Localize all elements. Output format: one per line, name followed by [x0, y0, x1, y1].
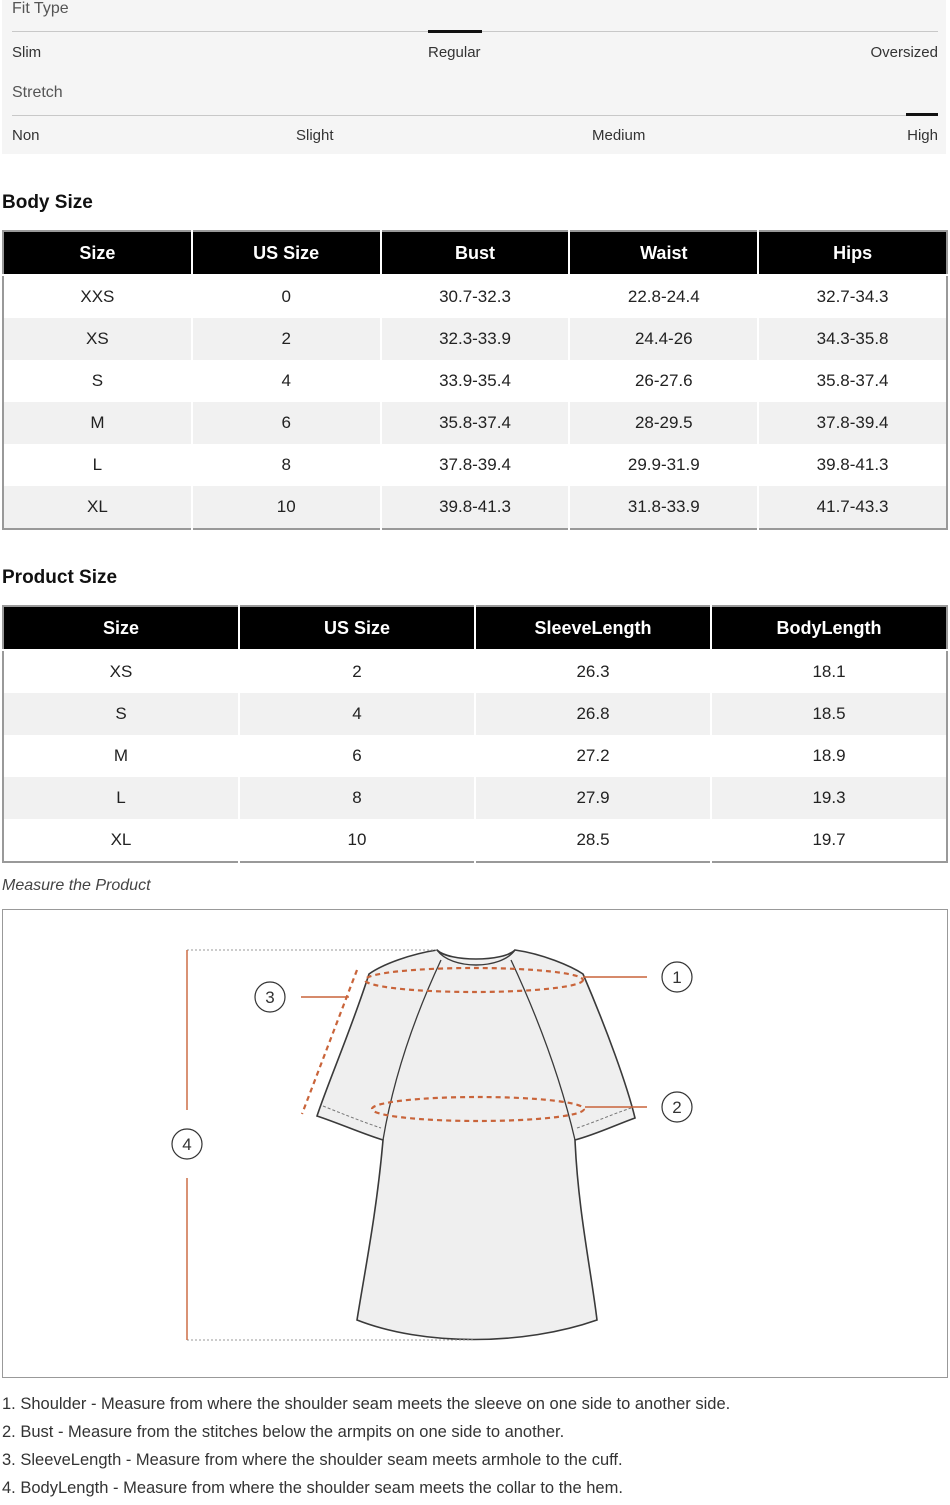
- table-cell: 39.8-41.3: [758, 444, 947, 486]
- stretch-option-slight: Slight: [296, 127, 334, 144]
- table-cell: M: [3, 735, 239, 777]
- column-header: BodyLength: [711, 606, 947, 650]
- column-header: Bust: [381, 231, 570, 275]
- table-cell: 35.8-37.4: [758, 360, 947, 402]
- table-cell: 30.7-32.3: [381, 275, 570, 318]
- table-header-row: [3, 231, 947, 275]
- table-cell: 10: [239, 819, 475, 862]
- measurement-diagram: [2, 909, 948, 1378]
- table-cell: 19.7: [711, 819, 947, 862]
- table-cell: 2: [192, 318, 381, 360]
- column-header: SleeveLength: [475, 606, 711, 650]
- table-cell: 8: [239, 777, 475, 819]
- fit-option-slim: Slim: [12, 44, 42, 61]
- measure-caption: Measure the Product: [2, 877, 151, 894]
- note-bust: 2. Bust - Measure from the stitches below the armpits on one side to another.: [2, 1423, 565, 1441]
- table-cell: 32.7-34.3: [758, 275, 947, 318]
- table-cell: XS: [3, 318, 192, 360]
- table-cell: L: [3, 777, 239, 819]
- table-header-row: [3, 606, 947, 650]
- table-cell: 27.9: [475, 777, 711, 819]
- table-cell: 10: [192, 486, 381, 529]
- table-cell: S: [3, 360, 192, 402]
- marker-3-label: 3: [265, 988, 275, 1007]
- table-cell: 0: [192, 275, 381, 318]
- table-cell: 28-29.5: [569, 402, 758, 444]
- table-cell: XS: [3, 650, 239, 693]
- column-header: Hips: [758, 231, 947, 275]
- table-cell: 22.8-24.4: [569, 275, 758, 318]
- table-row: [3, 486, 947, 529]
- stretch-marker: [906, 113, 938, 116]
- marker-1-label: 1: [672, 968, 682, 987]
- table-cell: 18.1: [711, 650, 947, 693]
- table-cell: 26-27.6: [569, 360, 758, 402]
- fit-type-marker: [428, 30, 482, 33]
- table-cell: 6: [239, 735, 475, 777]
- table-cell: 4: [192, 360, 381, 402]
- table-cell: 29.9-31.9: [569, 444, 758, 486]
- column-header: US Size: [192, 231, 381, 275]
- table-cell: 26.3: [475, 650, 711, 693]
- column-header: US Size: [239, 606, 475, 650]
- table-row: [3, 735, 947, 777]
- column-header: Size: [3, 606, 239, 650]
- fit-option-oversized: Oversized: [870, 44, 938, 61]
- table-cell: 6: [192, 402, 381, 444]
- tshirt-diagram: [3, 910, 947, 1377]
- stretch-option-high: High: [907, 127, 938, 144]
- table-cell: 37.8-39.4: [381, 444, 570, 486]
- table-cell: 27.2: [475, 735, 711, 777]
- table-cell: 24.4-26: [569, 318, 758, 360]
- table-row: [3, 693, 947, 735]
- table-cell: 31.8-33.9: [569, 486, 758, 529]
- body-size-title: Body Size: [2, 192, 93, 213]
- table-cell: 8: [192, 444, 381, 486]
- table-cell: XXS: [3, 275, 192, 318]
- table-cell: XL: [3, 819, 239, 862]
- fit-type-title: Fit Type: [12, 0, 69, 17]
- stretch-option-medium: Medium: [592, 127, 646, 144]
- stretch-option-non: Non: [12, 127, 40, 144]
- table-cell: 4: [239, 693, 475, 735]
- note-body-length: 4. BodyLength - Measure from where the shoulder seam meets the collar to the hem.: [2, 1479, 623, 1497]
- tshirt-outline: [317, 950, 635, 1340]
- body-size-table: [2, 230, 948, 530]
- note-sleeve-length: 3. SleeveLength - Measure from where the shoulder seam meets armhole to the cuff.: [2, 1451, 623, 1469]
- table-cell: 18.9: [711, 735, 947, 777]
- product-size-title: Product Size: [2, 567, 118, 588]
- table-row: [3, 360, 947, 402]
- fit-option-regular: Regular: [428, 44, 481, 61]
- marker-2-label: 2: [672, 1098, 682, 1117]
- table-cell: 19.3: [711, 777, 947, 819]
- table-cell: M: [3, 402, 192, 444]
- table-row: [3, 402, 947, 444]
- table-cell: 39.8-41.3: [381, 486, 570, 529]
- table-cell: 28.5: [475, 819, 711, 862]
- product-size-table: [2, 605, 948, 863]
- table-row: [3, 819, 947, 862]
- table-cell: 33.9-35.4: [381, 360, 570, 402]
- stretch-track: [12, 115, 938, 116]
- table-row: [3, 318, 947, 360]
- table-cell: L: [3, 444, 192, 486]
- table-cell: 26.8: [475, 693, 711, 735]
- fit-panel: [2, 0, 946, 154]
- table-row: [3, 777, 947, 819]
- table-row: [3, 444, 947, 486]
- table-cell: 18.5: [711, 693, 947, 735]
- table-cell: 35.8-37.4: [381, 402, 570, 444]
- stretch-title: Stretch: [12, 84, 63, 101]
- note-shoulder: 1. Shoulder - Measure from where the shoulder seam meets the sleeve on one side to another side.: [2, 1395, 731, 1413]
- table-cell: 2: [239, 650, 475, 693]
- column-header: Waist: [569, 231, 758, 275]
- table-cell: XL: [3, 486, 192, 529]
- table-cell: 32.3-33.9: [381, 318, 570, 360]
- table-cell: S: [3, 693, 239, 735]
- table-cell: 37.8-39.4: [758, 402, 947, 444]
- marker-4-label: 4: [182, 1135, 192, 1154]
- table-row: [3, 650, 947, 693]
- table-row: [3, 275, 947, 318]
- measurement-notes: [2, 1393, 942, 1505]
- table-cell: 41.7-43.3: [758, 486, 947, 529]
- table-cell: 34.3-35.8: [758, 318, 947, 360]
- column-header: Size: [3, 231, 192, 275]
